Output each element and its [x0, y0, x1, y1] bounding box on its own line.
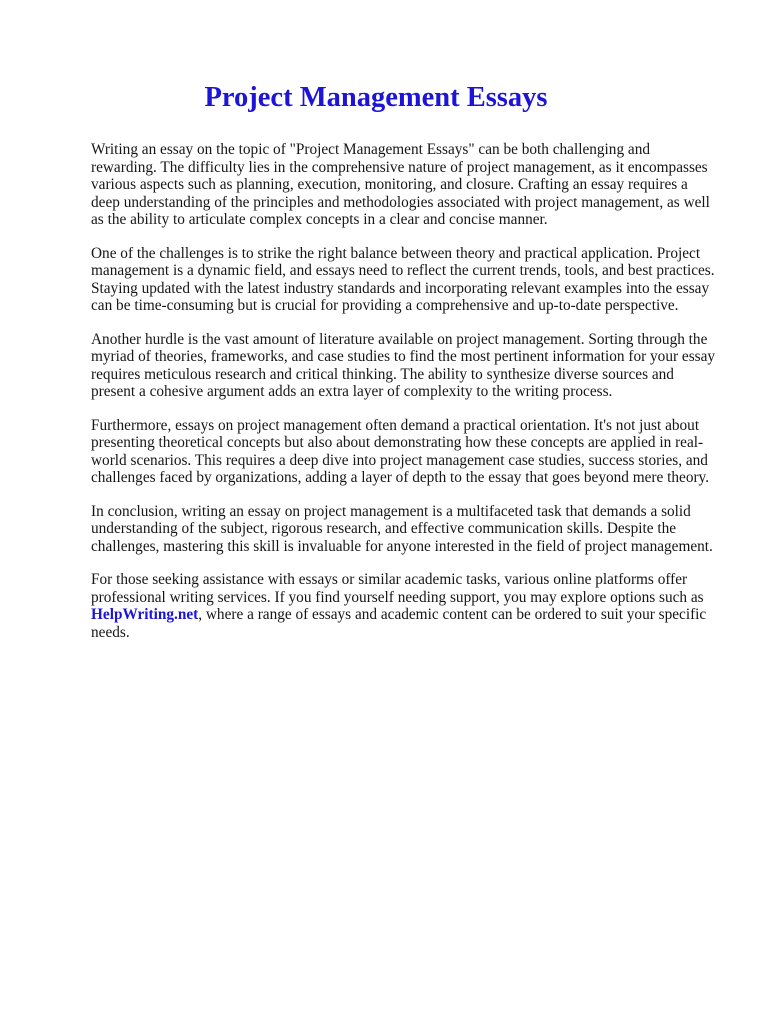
paragraph-practical: Furthermore, essays on project management often demand a practical orientation. It's not just about presenting theoretical concepts but also about demonstrating how these concepts are applied in real-world scenarios. This requires a deep dive into project management case studies, success stories, and challenges faced by organizations, adding a layer of depth to the essay that goes beyond mere theory.: [91, 416, 710, 486]
paragraph-challenges: One of the challenges is to strike the right balance between theory and practical application. Project management is a dynamic field, and essays need to reflect the current trends, tools, and best practices. Staying updated with the latest industry standards and incorporating relevant examples into the essay can be time-consuming but is crucial for providing a comprehensive and up-to-date perspective.: [91, 244, 715, 314]
document-title: Project Management Essays: [204, 82, 548, 113]
document-page: [91, 0, 719, 641]
assistance-text-after-link: , where a range of essays and academic content can be ordered to suit your specific needs.: [91, 606, 707, 641]
paragraph-literature: Another hurdle is the vast amount of literature available on project management. Sorting through the myriad of theories, frameworks, and case studies to find the most pertinent information for your essay requires meticulous research and critical thinking. The ability to synthesize diverse sources and present a cohesive argument adds an extra layer of complexity to the writing process.: [91, 330, 716, 400]
helpwriting-link[interactable]: HelpWriting.net: [91, 606, 199, 623]
paragraph-intro: Writing an essay on the topic of "Project Management Essays" can be both challenging and rewarding. The difficulty lies in the comprehensive nature of project management, as it encompasses various aspects such as planning, execution, monitoring, and closure. Crafting an essay requires a deep understanding of the principles and methodologies associated with project management, as well as the ability to articulate complex concepts in a clear and concise manner.: [91, 141, 710, 228]
assistance-text-before-link: For those seeking assistance with essays or similar academic tasks, various online platforms offer professional writing services. If you find yourself needing support, you may explore options such as: [91, 571, 704, 606]
paragraph-assistance: [91, 571, 719, 641]
paragraph-conclusion: In conclusion, writing an essay on project management is a multifaceted task that demands a solid understanding of the subject, rigorous research, and effective communication skills. Despite the challenges, mastering this skill is invaluable for anyone interested in the field of project management.: [91, 502, 713, 555]
